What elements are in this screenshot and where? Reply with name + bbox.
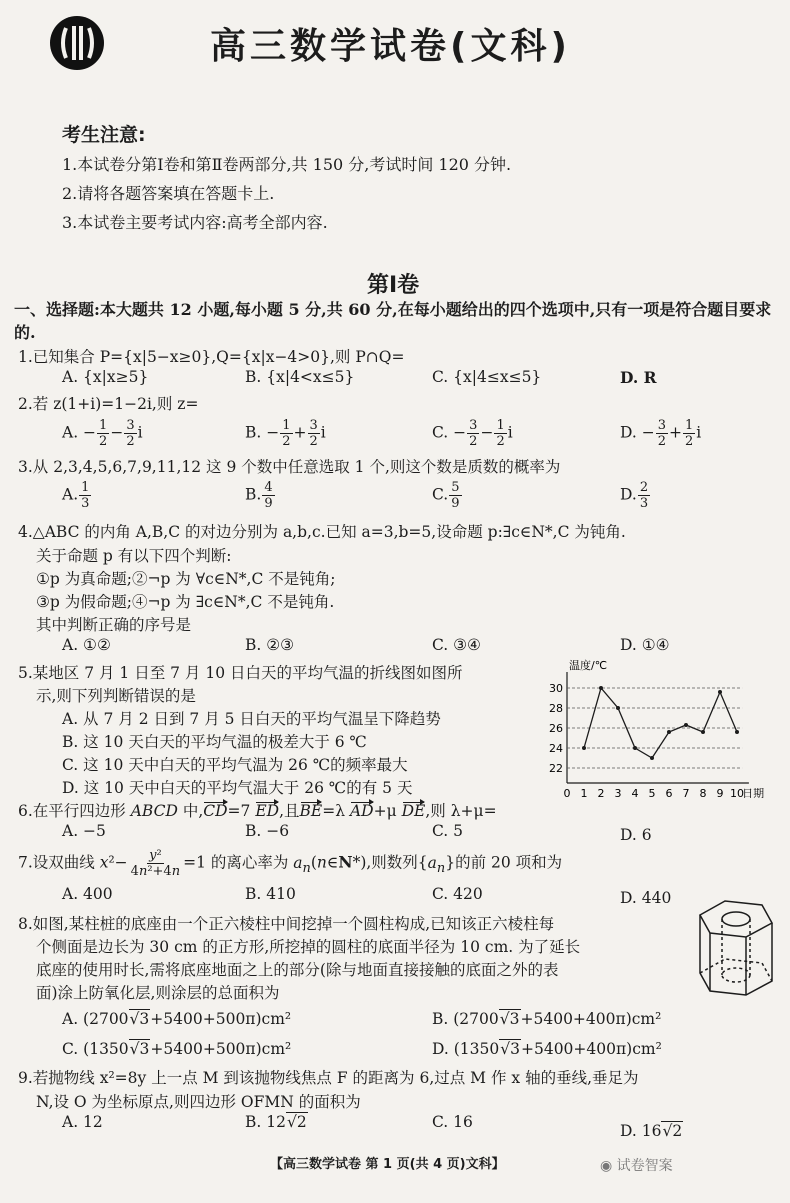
y-tick-label: 30 [549,682,563,695]
q9-option-c: C. 16 [432,1113,473,1131]
q4-option-d: D. ①④ [620,636,670,654]
x-tick-label: 2 [597,787,605,798]
q7-option-d: D. 440 [620,889,672,907]
q3-option-d: D. $\frac{2}{3}$ [620,480,649,511]
watermark: ◉ 试卷智案 [600,1158,673,1174]
q8-option-b: B. (2700√3+5400+400π)cm² [432,1010,662,1028]
exam-title: 高三数学试卷(文科) [210,26,571,67]
q9-option-d: D. 16√2 [620,1122,683,1140]
q9-line: 9.若抛物线 x²=8y 上一点 M 到该抛物线焦点 F 的距离为 6,过点 M 作 x 轴的垂线,垂足为 [18,1069,639,1087]
notice-heading: 考生注意: [62,124,146,146]
q4-option-c: C. ③④ [432,636,481,654]
data-point [650,756,654,760]
q9-option-a: A. 12 [62,1113,103,1131]
x-tick-label: 9 [716,787,724,798]
q8-line: 底座的使用时长,需将底座地面之上的部分(除与地面直接接触的底面之外的表 [36,961,559,979]
q1-option-c: C. {x|4≤x≤5} [432,368,542,386]
x-tick-label: 10 [730,787,744,798]
q7-option-c: C. 420 [432,885,483,903]
x-tick-label: 7 [682,787,690,798]
q4-line: 关于命题 p 有以下四个判断: [36,547,232,565]
y-tick-label: 24 [549,742,563,755]
q8-option-d: D. (1350√3+5400+400π)cm² [432,1040,662,1058]
q2-option-d: D. − $\frac{3}{2}$ + $\frac{1}{2}$ i [620,418,702,449]
data-point [701,730,705,734]
q6-option-c: C. 5 [432,822,464,840]
q5-option-c: C. 这 10 天中白天的平均气温为 26 ℃的频率最大 [62,756,408,774]
q3-stem: 3.从 2,3,4,5,6,7,9,11,12 这 9 个数中任意选取 1 个,则这个数是质数的概率为 [18,458,561,476]
notice-item: 2.请将各题答案填在答题卡上. [62,184,275,203]
q8-line: 个侧面是边长为 30 cm 的正方形,所挖掉的圆柱的底面半径为 10 cm. 为了延长 [36,938,581,956]
q1-option-d: D. R [620,368,657,387]
q3-option-c: C. $\frac{5}{9}$ [432,480,460,511]
q6-option-b: B. −6 [245,822,290,840]
data-point [616,706,620,710]
data-point [667,730,671,734]
q1-stem: 1.已知集合 P={x|5−x≥0},Q={x|x−4>0},则 P∩Q= [18,348,405,366]
x-tick-label: 1 [580,787,588,798]
q3-option-b: B. $\frac{4}{9}$ [245,480,273,511]
section-title: 第Ⅰ卷 [367,273,420,298]
data-point [684,723,688,727]
q4-option-b: B. ②③ [245,636,295,654]
q7-stem: 7.设双曲线 x²− $\frac{\text{y²}}{\text{4n²+4n}}$ =1 的离心率为 $a_n(n\in N*)$,则数列$\{a_n\}$的前 20 项和为 [18,848,563,879]
q4-line: ③p 为假命题;④¬p 为 ∃c∈N*,C 不是钝角. [36,593,335,611]
y-tick-label: 28 [549,702,563,715]
q8-line: 8.如图,某柱桩的底座由一个正六棱柱中间挖掉一个圆柱构成,已知该正六棱柱每 [18,915,555,933]
q7-option-a: A. 400 [62,885,113,903]
q8-option-a: A. (2700√3+5400+500π)cm² [62,1010,292,1028]
q2-option-c: C. − $\frac{3}{2}$ − $\frac{1}{2}$ i [432,418,513,449]
q2-stem: 2.若 z(1+i)=1−2i,则 z= [18,395,199,413]
q6-option-d: D. 6 [620,826,652,844]
x-tick-label: 4 [631,787,639,798]
notice-item: 3.本试卷主要考试内容:高考全部内容. [62,213,328,232]
temperature-line-chart [545,658,775,798]
data-point [599,686,603,690]
y-axis-label: 温度/℃ [569,659,608,672]
q4-stem: 4.△ABC 的内角 A,B,C 的对边分别为 a,b,c.已知 a=3,b=5,设命题 p:∃c∈N*,C 为钝角. [18,523,626,541]
q4-option-a: A. ①② [62,636,111,654]
section-intro: 一、选择题:本大题共 12 小题,每小题 5 分,共 60 分,在每小题给出的四个选项中,只有一项是符合题目要求的. [14,300,772,342]
data-point [735,730,739,734]
q9-option-b: B. 12√2 [245,1113,307,1131]
q8-option-c: C. (1350√3+5400+500π)cm² [62,1040,292,1058]
x-tick-label: 5 [648,787,656,798]
data-point [582,746,586,750]
x-tick-label: 3 [614,787,622,798]
q2-option-a: A. − $\frac{1}{2}$ − $\frac{3}{2}$ i [62,418,143,449]
publisher-logo-icon [48,14,106,72]
x-axis-label: 日期 [742,787,765,798]
q5-option-b: B. 这 10 天白天的平均气温的极差大于 6 ℃ [62,733,367,751]
page-footer: 【高三数学试卷 第 1 页(共 4 页)文科】 [270,1157,505,1172]
temperature-series-line [584,688,737,758]
q5-stem: 5.某地区 7 月 1 日至 7 月 10 日白天的平均气温的折线图如图所 [18,664,463,682]
y-tick-label: 22 [549,762,563,775]
q4-line: 其中判断正确的序号是 [36,616,192,634]
q2-option-b: B. − $\frac{1}{2}$ + $\frac{3}{2}$ i [245,418,326,449]
x-tick-label: 8 [699,787,707,798]
x-tick-label: 0 [563,787,571,798]
data-point [633,746,637,750]
q6-stem: 6.在平行四边形 ABCD 中,CD=7 ED,且BE=λ AD+μ DE,则 λ+μ= [18,802,497,820]
q1-option-a: A. {x|x≥5} [62,368,149,386]
q7-option-b: B. 410 [245,885,296,903]
q4-line: ①p 为真命题;②¬p 为 ∀c∈N*,C 不是钝角; [36,570,336,588]
q5-line: 示,则下列判断错误的是 [36,687,196,705]
data-point [718,690,722,694]
y-tick-label: 26 [549,722,563,735]
q1-option-b: B. {x|4<x≤5} [245,368,355,386]
q6-option-a: A. −5 [62,822,106,840]
hexagonal-prism-figure [680,895,790,1000]
wechat-icon: ◉ [600,1158,617,1174]
notice-item: 1.本试卷分第Ⅰ卷和第Ⅱ卷两部分,共 150 分,考试时间 120 分钟. [62,155,512,174]
x-tick-label: 6 [665,787,673,798]
q3-option-a: A. $\frac{1}{3}$ [62,480,90,511]
q9-line: N,设 O 为坐标原点,则四边形 OFMN 的面积为 [36,1093,361,1111]
q5-option-a: A. 从 7 月 2 日到 7 月 5 日白天的平均气温呈下降趋势 [62,710,441,728]
q5-option-d: D. 这 10 天中白天的平均气温大于 26 ℃的有 5 天 [62,779,413,797]
q8-line: 面)涂上防氧化层,则涂层的总面积为 [36,984,280,1002]
